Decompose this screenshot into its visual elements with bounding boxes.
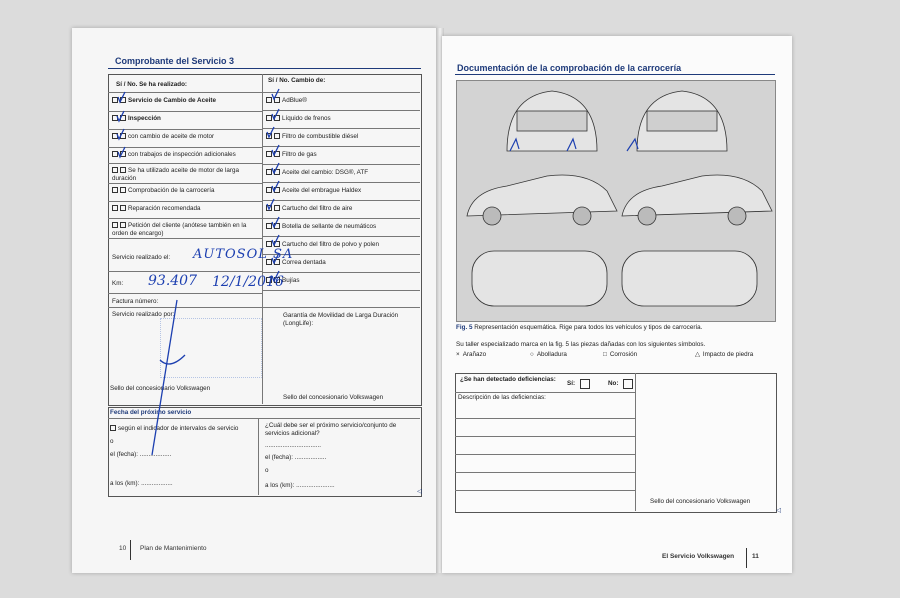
check-mark (117, 129, 124, 139)
next-service-title: Fecha del próximo servicio (110, 409, 192, 416)
next-right-question: ¿Cuál debe ser el próximo servicio/conjunto de servicios adicional? (265, 422, 397, 437)
sello-right: Sello del concesionario Volkswagen (283, 394, 384, 401)
right-footer-text: El Servicio Volkswagen (662, 553, 735, 560)
check-mark (272, 109, 279, 119)
legend-symbol-icon: △ (695, 351, 700, 358)
check-mark (272, 181, 279, 191)
check-mark (272, 145, 279, 155)
row-line (455, 392, 635, 393)
description-line (455, 418, 635, 419)
col2-label: Cartucho del filtro de polvo y polen (282, 241, 379, 248)
car-top-view (472, 251, 607, 306)
deficiency-question: ¿Se han detectado deficiencias: (460, 376, 556, 383)
col1-label: Se ha utilizado aceite de motor de larga duración (112, 167, 239, 182)
col1-label: Comprobación de la carrocería (128, 187, 215, 194)
si-label: Sí: (567, 380, 576, 387)
col2-label: Líquido de frenos (282, 115, 331, 122)
garantia-label: Garantía de Movilidad de Larga Duración (LongLife): (283, 312, 399, 327)
legend-symbol-icon: □ (603, 351, 607, 358)
left-page-number: 10 (119, 545, 127, 552)
next-left-indicator: según el indicador de intervalos de servicio (110, 425, 238, 433)
check-mark (118, 92, 125, 102)
table-divider (635, 373, 636, 511)
check-mark (118, 147, 125, 157)
left-footer-text: Plan de Mantenimiento (140, 545, 207, 552)
legend-item (695, 351, 753, 358)
check-mark (272, 253, 279, 263)
bullet: o (265, 467, 269, 474)
col1-header: Sí / No. Se ha realizado: (116, 81, 188, 88)
no-checkbox[interactable] (623, 379, 633, 389)
wheel (483, 207, 501, 225)
signature-stroke (152, 300, 177, 455)
right-page-number: 11 (752, 553, 759, 560)
col1-label: Petición del cliente (anótese también en la orden de encargo) (112, 222, 247, 237)
damage-mark (627, 139, 638, 151)
wheel (728, 207, 746, 225)
next-right-fecha: el (fecha): .................. (265, 454, 327, 461)
legend-item (530, 351, 567, 358)
col2-header: Sí / No. Cambio de: (268, 77, 326, 84)
figure-caption: Fig. 5 Representación esquemática. Rige para todos los vehículos y tipos de carrocería. (456, 324, 703, 331)
next-right-dots: ................................ (265, 442, 321, 449)
right-section-title: Documentación de la comprobación de la carrocería (457, 63, 682, 73)
col1-label: con trabajos de inspección adicionales (128, 151, 236, 158)
bullet: o (110, 438, 114, 445)
intro-text: Su taller especializado marca en la fig. 5 las piezas dañadas con los siguientes símbolos. (456, 341, 706, 348)
col2-label: Bujías (282, 277, 300, 284)
handwritten-date: 12/1/2016 (212, 274, 284, 290)
col1-label: Servicio de Cambio de Aceite (128, 97, 216, 104)
legend-label: Corrosión (609, 351, 638, 358)
arrow-icon: ◁ (417, 488, 422, 495)
description-line (455, 472, 635, 473)
col2-label: Aceite del cambio: DSG®, ATF (282, 169, 369, 176)
col2-label: Filtro de gas (282, 151, 317, 158)
check-mark (272, 163, 279, 173)
servicio-por-label: Servicio realizado por: (112, 311, 175, 318)
description-line (455, 454, 635, 455)
description-line (455, 436, 635, 437)
handwritten-km: 93.407 (148, 273, 197, 289)
col1-label: Reparación recomendada (128, 205, 201, 212)
legend-symbol-icon: × (456, 351, 460, 358)
sello-dealer: Sello del concesionario Volkswagen (650, 498, 751, 505)
km-label: Km: (112, 280, 124, 287)
legend-label: Abolladura (536, 351, 567, 358)
servicio-realizado-label: Servicio realizado el: (112, 254, 171, 261)
col2-label: Botella de sellante de neumáticos (282, 223, 377, 230)
arrow-icon: ◁ (776, 507, 781, 514)
legend-label: Impacto de piedra (702, 351, 754, 358)
car-outlines (457, 81, 775, 321)
legend-symbol-icon: ○ (530, 351, 534, 358)
description-label: Descripción de las deficiencias: (458, 394, 546, 401)
wheel (573, 207, 591, 225)
next-right-km: a los (km): ...................... (265, 482, 335, 489)
footer-divider (746, 548, 747, 568)
next-left-km: a los (km): .................. (110, 480, 173, 487)
wheel (638, 207, 656, 225)
check-mark (272, 271, 279, 281)
car-diagram (456, 80, 776, 322)
legend-label: Arañazo (462, 351, 487, 358)
si-checkbox[interactable] (580, 379, 590, 389)
col2-label: AdBlue® (282, 97, 307, 104)
legend-item (456, 351, 486, 358)
window (517, 111, 587, 131)
check-mark (267, 127, 274, 137)
factura-label: Factura número: (112, 298, 159, 305)
check-mark (272, 235, 279, 245)
col1-label: Inspección (128, 115, 161, 122)
legend-item (603, 351, 637, 358)
col1-label: con cambio de aceite de motor (128, 133, 215, 140)
no-label: No: (608, 380, 619, 387)
col2-label: Filtro de combustible diésel (282, 133, 359, 140)
check-mark (267, 199, 274, 209)
signature-stroke (160, 355, 185, 364)
sello-left: Sello del concesionario Volkswagen (110, 385, 211, 392)
handwritten-name: AUTOSOL SA (193, 247, 294, 262)
window (647, 111, 717, 131)
title-rule (455, 74, 775, 75)
check-mark (272, 89, 279, 99)
next-left-fecha: el (fecha): .................. (110, 451, 172, 458)
col2-label: Cartucho del filtro de aire (282, 205, 353, 212)
check-mark (117, 111, 124, 121)
left-section-title: Comprobante del Servicio 3 (115, 56, 235, 66)
col2-label: Correa dentada (282, 259, 326, 266)
description-line (455, 490, 635, 491)
check-mark (272, 217, 279, 227)
car-bottom-view (622, 251, 757, 306)
col2-label: Aceite del embrague Haldex (282, 187, 362, 194)
